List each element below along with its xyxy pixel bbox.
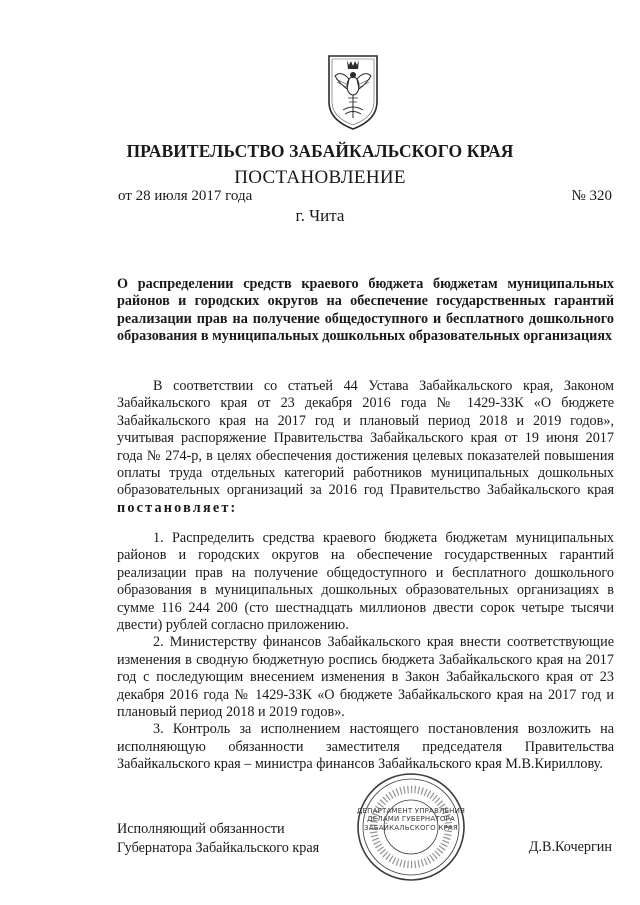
document-city: г. Чита — [295, 206, 345, 225]
official-stamp — [355, 771, 467, 883]
clauses-list — [117, 530, 614, 774]
preamble-text: В соответствии со статьей 44 Устава Забайкальского края, Законом Забайкальского края от 23 декабря 2016 года № 1429-ЗЗК «О бюджете Забайкальского края на 2017 год и плановый период 2018 и 2019 годов», учитывая распоряжение Правительства Забайкальского края от 19 июня 2017 года № 274-р, в целях обеспечения достижения целевых показателей повышения оплаты труда отдельных категорий работников муниципальных дошкольных образовательных организаций за 2016 год Правительство Забайкальского края — [117, 378, 614, 499]
clause-2: 2. Министерству финансов Забайкальского края внести соответствующие изменения в сводную бюджетную роспись бюджета Забайкальского края на 2017 год с последующим внесением изменения в Закон Забайкальского края от 23 декабря 2016 года № 1429-ЗЗК «О бюджете Забайкальского края на 2017 год и плановый период 2018 и 2019 годов». — [117, 634, 614, 721]
clause-1: 1. Распределить средства краевого бюджета бюджетам муниципальных районов и городских округов на обеспечение государственных гарантий реализации прав на получение общедоступного и бесплатного дошкольного образования в муниципальных дошкольных образовательных организациях в сумме 116 244 200 (сто шестнадцать миллионов двести сорок четыре тысячи двести) рублей согласно приложению. — [117, 530, 614, 634]
document-subject: О распределении средств краевого бюджета бюджетам муниципальных районов и городских округов на обеспечение государственных гарантий реализации прав на получение общедоступного и бесплатного дошкольного образования в муниципальных дошкольных образовательных организациях — [117, 276, 614, 345]
preamble-paragraph — [117, 378, 614, 517]
document-type: ПОСТАНОВЛЕНИЕ — [234, 167, 406, 188]
clause-3: 3. Контроль за исполнением настоящего постановления возложить на исполняющую обязанности заместителя председателя Правительства Забайкальского края – министра финансов Забайкальского края М.В.Кириллову. — [117, 721, 614, 773]
signatory-role-line-2: Губернатора Забайкальского края — [117, 840, 320, 856]
document-number: № 320 — [571, 188, 612, 204]
document-date: от 28 июля 2017 года — [118, 188, 253, 204]
government-title: ПРАВИТЕЛЬСТВО ЗАБАЙКАЛЬСКОГО КРАЯ — [126, 141, 514, 161]
stamp-text: ДЕПАРТАМЕНТ УПРАВЛЕНИЯ ДЕЛАМИ ГУБЕРНАТОРА ЗАБАЙКАЛЬСКОГО КРАЯ — [356, 807, 466, 832]
signatory-role-line-1: Исполняющий обязанности — [117, 821, 285, 837]
resolves-word: постановляет: — [117, 499, 238, 516]
coat-of-arms-icon — [325, 52, 381, 132]
signatory-role — [117, 820, 319, 858]
signatory-name: Д.В.Кочергин — [528, 839, 612, 855]
